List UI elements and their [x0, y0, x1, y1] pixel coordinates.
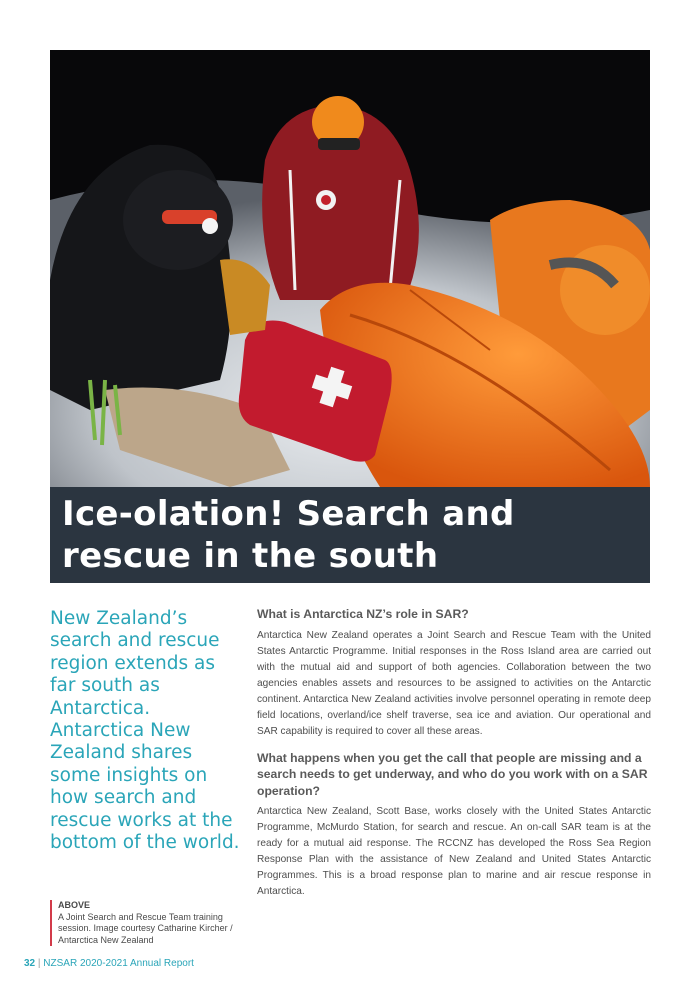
hero-photo	[50, 50, 650, 487]
report-name: NZSAR 2020-2021 Annual Report	[43, 958, 194, 969]
section-answer: Antarctica New Zealand, Scott Base, works closely with the United States Antarctic Programme, McMurdo Station, for search and rescue. An on-call SAR team is at the ready for a mutual aid response. The RCCNZ has developed the Ross Sea Region Response Plan with the assistance of New Zealand and United States Antarctic Programmes. This is a broad response plan to marine and air rescue response in Antarctica.	[257, 806, 651, 897]
footer-separator: |	[37, 958, 41, 969]
section-question: What happens when you get the call that people are missing and a search needs to get underway, and who do you work with on a SAR operation?	[257, 750, 648, 798]
hero-photo-illustration	[50, 50, 650, 487]
title-band	[50, 487, 650, 583]
photo-caption	[50, 900, 248, 946]
section-question: What is Antarctica NZ’s role in SAR?	[257, 607, 469, 621]
section-answer: Antarctica New Zealand operates a Joint Search and Rescue Team with the United States Antarctic Programme. Initial responses in the Ross Island area are carried out with the mutual aid and support of both agencies. Collaboration between the two agencies enables assets and resources to be assigned to activities on the Antarctic continent. Antarctica New Zealand activities involve personnel operating in remote deep field locations, overland/ice shelf traverse, sea ice and aviation. Our operational and SAR capability is required to cover all these areas.	[257, 629, 651, 737]
caption-text: A Joint Search and Rescue Team training session. Image courtesy Catharine Kircher / Antarctica New Zealand	[58, 911, 233, 945]
intro-text: New Zealand’s search and rescue region extends as far south as Antarctica. Antarctica New Zealand shares some insights on how search and rescue works at the bottom of the world.	[50, 608, 240, 854]
caption-heading: ABOVE	[58, 900, 91, 910]
page-footer	[24, 958, 194, 969]
article-body	[257, 606, 651, 910]
page-number: 32	[24, 958, 36, 969]
page-title: Ice-olation! Search and rescue in the south	[62, 494, 515, 576]
